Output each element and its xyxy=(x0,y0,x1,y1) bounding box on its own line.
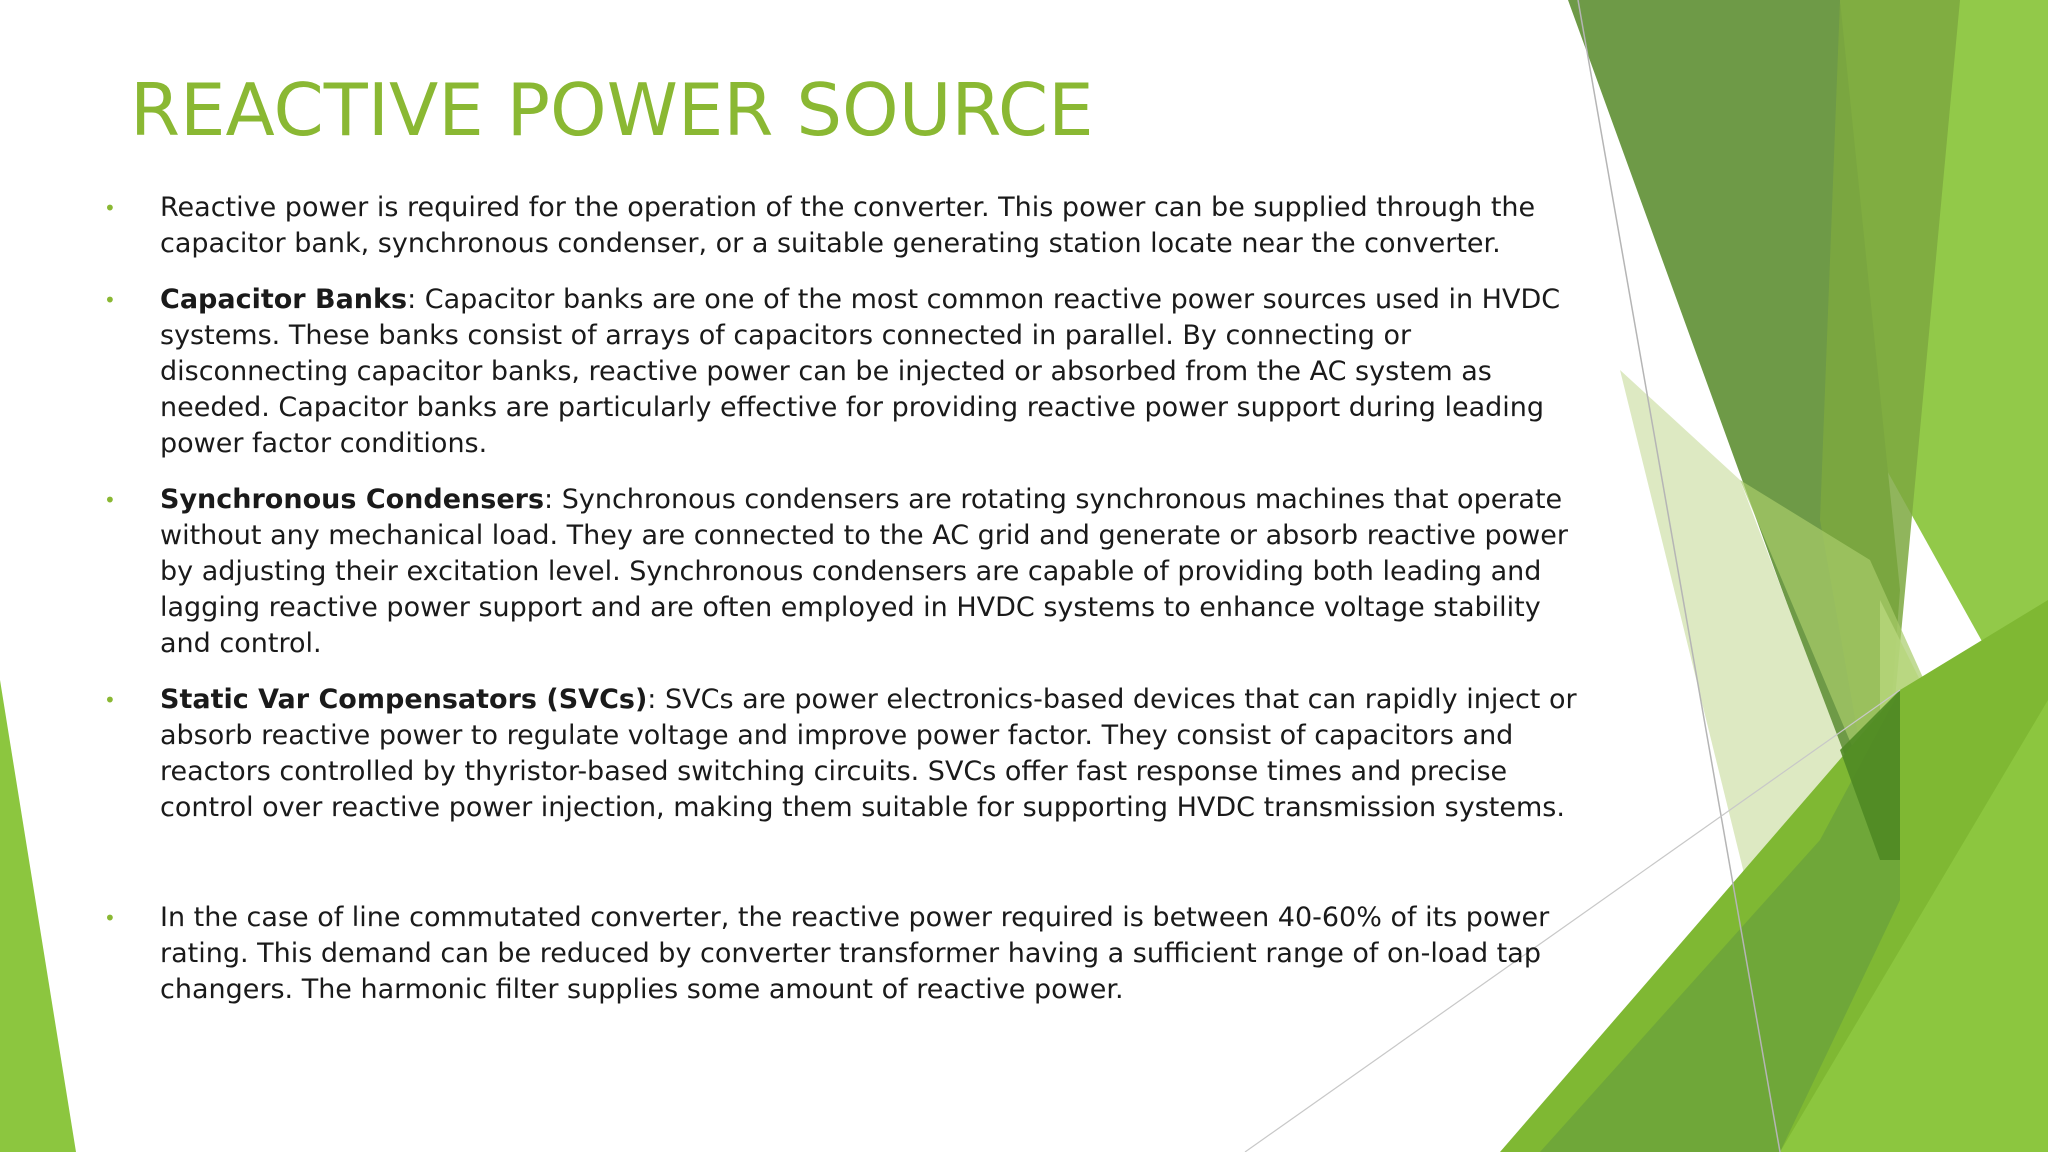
bullet-dot-icon: • xyxy=(104,688,116,712)
bullet-dot-icon: • xyxy=(104,196,116,220)
bullet-text: In the case of line commutated converter, the reactive power required is between 40-60% of its power rating. This demand can be reduced by converter transformer having a sufficient range of on-load tap changers. The harmonic filter supplies some amount of reactive power. xyxy=(160,902,1550,1005)
bullet-separator: : xyxy=(407,284,425,315)
bullet-capacitor-banks xyxy=(104,282,1600,462)
bullet-text: SVCs are power electronics-based devices that can rapidly inject or absorb reactive power to regulate voltage and improve power factor. They consist of capacitors and reactors controlled by thyristor-based switching circuits. SVCs offer fast response times and precise control over reactive power injection, making them suitable for supporting HVDC transmission systems. xyxy=(160,684,1577,823)
bullet-synchronous-condensers xyxy=(104,482,1600,662)
bullet-list xyxy=(104,190,1600,1008)
bullet-term: Synchronous Condensers xyxy=(160,484,545,515)
bullet-text: Synchronous condensers are rotating synchronous machines that operate without any mechanical load. They are connected to the AC grid and generate or absorb reactive power by adjusting their excitation level. Synchronous condensers are capable of providing both leading and lagging reactive power support and are often employed in HVDC systems to enhance voltage stability and control. xyxy=(160,484,1568,659)
bullet-term: Capacitor Banks xyxy=(160,284,408,315)
bullet-dot-icon: • xyxy=(104,288,116,312)
bullet-text: Reactive power is required for the operation of the converter. This power can be supplied through the capacitor bank, synchronous condenser, or a suitable generating station locate near the converter. xyxy=(160,192,1536,259)
bullet-dot-icon: • xyxy=(104,488,116,512)
left-edge-shape xyxy=(0,680,76,1152)
bullet-separator: : xyxy=(544,484,562,515)
bullet-line-commutated xyxy=(104,900,1600,1008)
bullet-text: Capacitor banks are one of the most common reactive power sources used in HVDC systems. These banks consist of arrays of capacitors connected in parallel. By connecting or disconnecting capacitor banks, reactive power can be injected or absorbed from the AC system as needed. Capacitor banks are particularly effective for providing reactive power support during leading power factor conditions. xyxy=(160,284,1561,459)
bullet-term: Static Var Compensators (SVCs) xyxy=(160,684,648,715)
slide-title: REACTIVE POWER SOURCE xyxy=(130,68,1094,152)
bullet-dot-icon: • xyxy=(104,906,116,930)
bullet-separator: : xyxy=(647,684,665,715)
bullet-intro xyxy=(104,190,1600,262)
bullet-static-var-compensators xyxy=(104,682,1600,826)
